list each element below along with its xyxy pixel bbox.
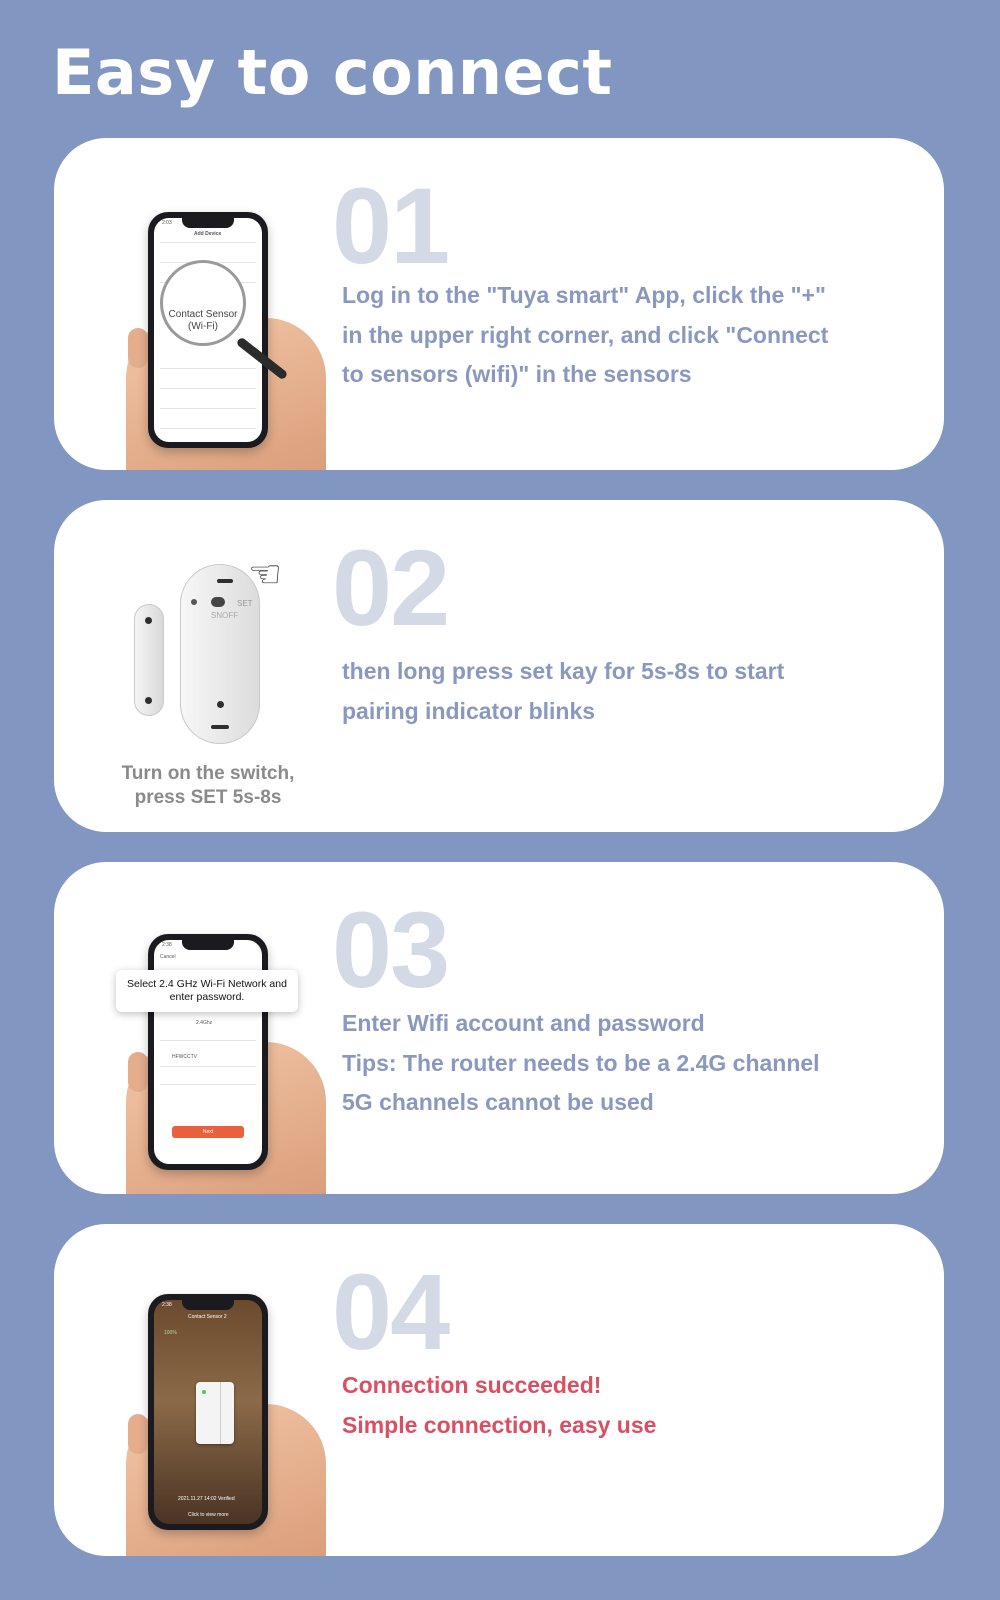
phone-image: 2:03 Add Device xyxy=(148,212,268,448)
page-title: Easy to connect xyxy=(52,36,613,109)
door-sensor-image xyxy=(196,1382,234,1444)
step-description: Connection succeeded! Simple connection, easy use xyxy=(342,1372,657,1438)
pointing-hand-icon: ☜ xyxy=(248,554,283,596)
step-number: 03 xyxy=(332,889,449,1010)
sensor-magnet-image xyxy=(134,604,164,716)
step-description: Enter Wifi account and password Tips: The router needs to be a 2.4G channel 5G channels cannot be used xyxy=(342,1010,820,1115)
wifi-popup: Select 2.4 GHz Wi-Fi Network and enter password. xyxy=(116,970,298,1012)
phone-image: 2:38 Contact Sensor 2 100% 2021.11.27 14:02 Verified Click to view more xyxy=(148,1294,268,1530)
step-card-3 xyxy=(54,862,944,1194)
step-number: 02 xyxy=(332,527,449,648)
step-card-4 xyxy=(54,1224,944,1556)
magnifier-icon: Contact Sensor (Wi-Fi) xyxy=(160,260,246,346)
step-description: then long press set kay for 5s-8s to start pairing indicator blinks xyxy=(342,658,785,724)
phone-image: 2:38 Cancel 2.4Ghz HFWCCTV Next xyxy=(148,934,268,1170)
step-card-1 xyxy=(54,138,944,470)
next-button[interactable]: Next xyxy=(172,1126,244,1138)
step-number: 01 xyxy=(332,165,449,286)
step-number: 04 xyxy=(332,1251,449,1372)
step-description: Log in to the "Tuya smart" App, click the "+" in the upper right corner, and click "Connect to sensors (wifi)" in the sensors xyxy=(342,282,829,387)
step-card-2 xyxy=(54,500,944,832)
sensor-caption: Turn on the switch, press SET 5s-8s xyxy=(121,763,295,808)
sensor-body-image: SET SNOFF xyxy=(180,564,260,744)
